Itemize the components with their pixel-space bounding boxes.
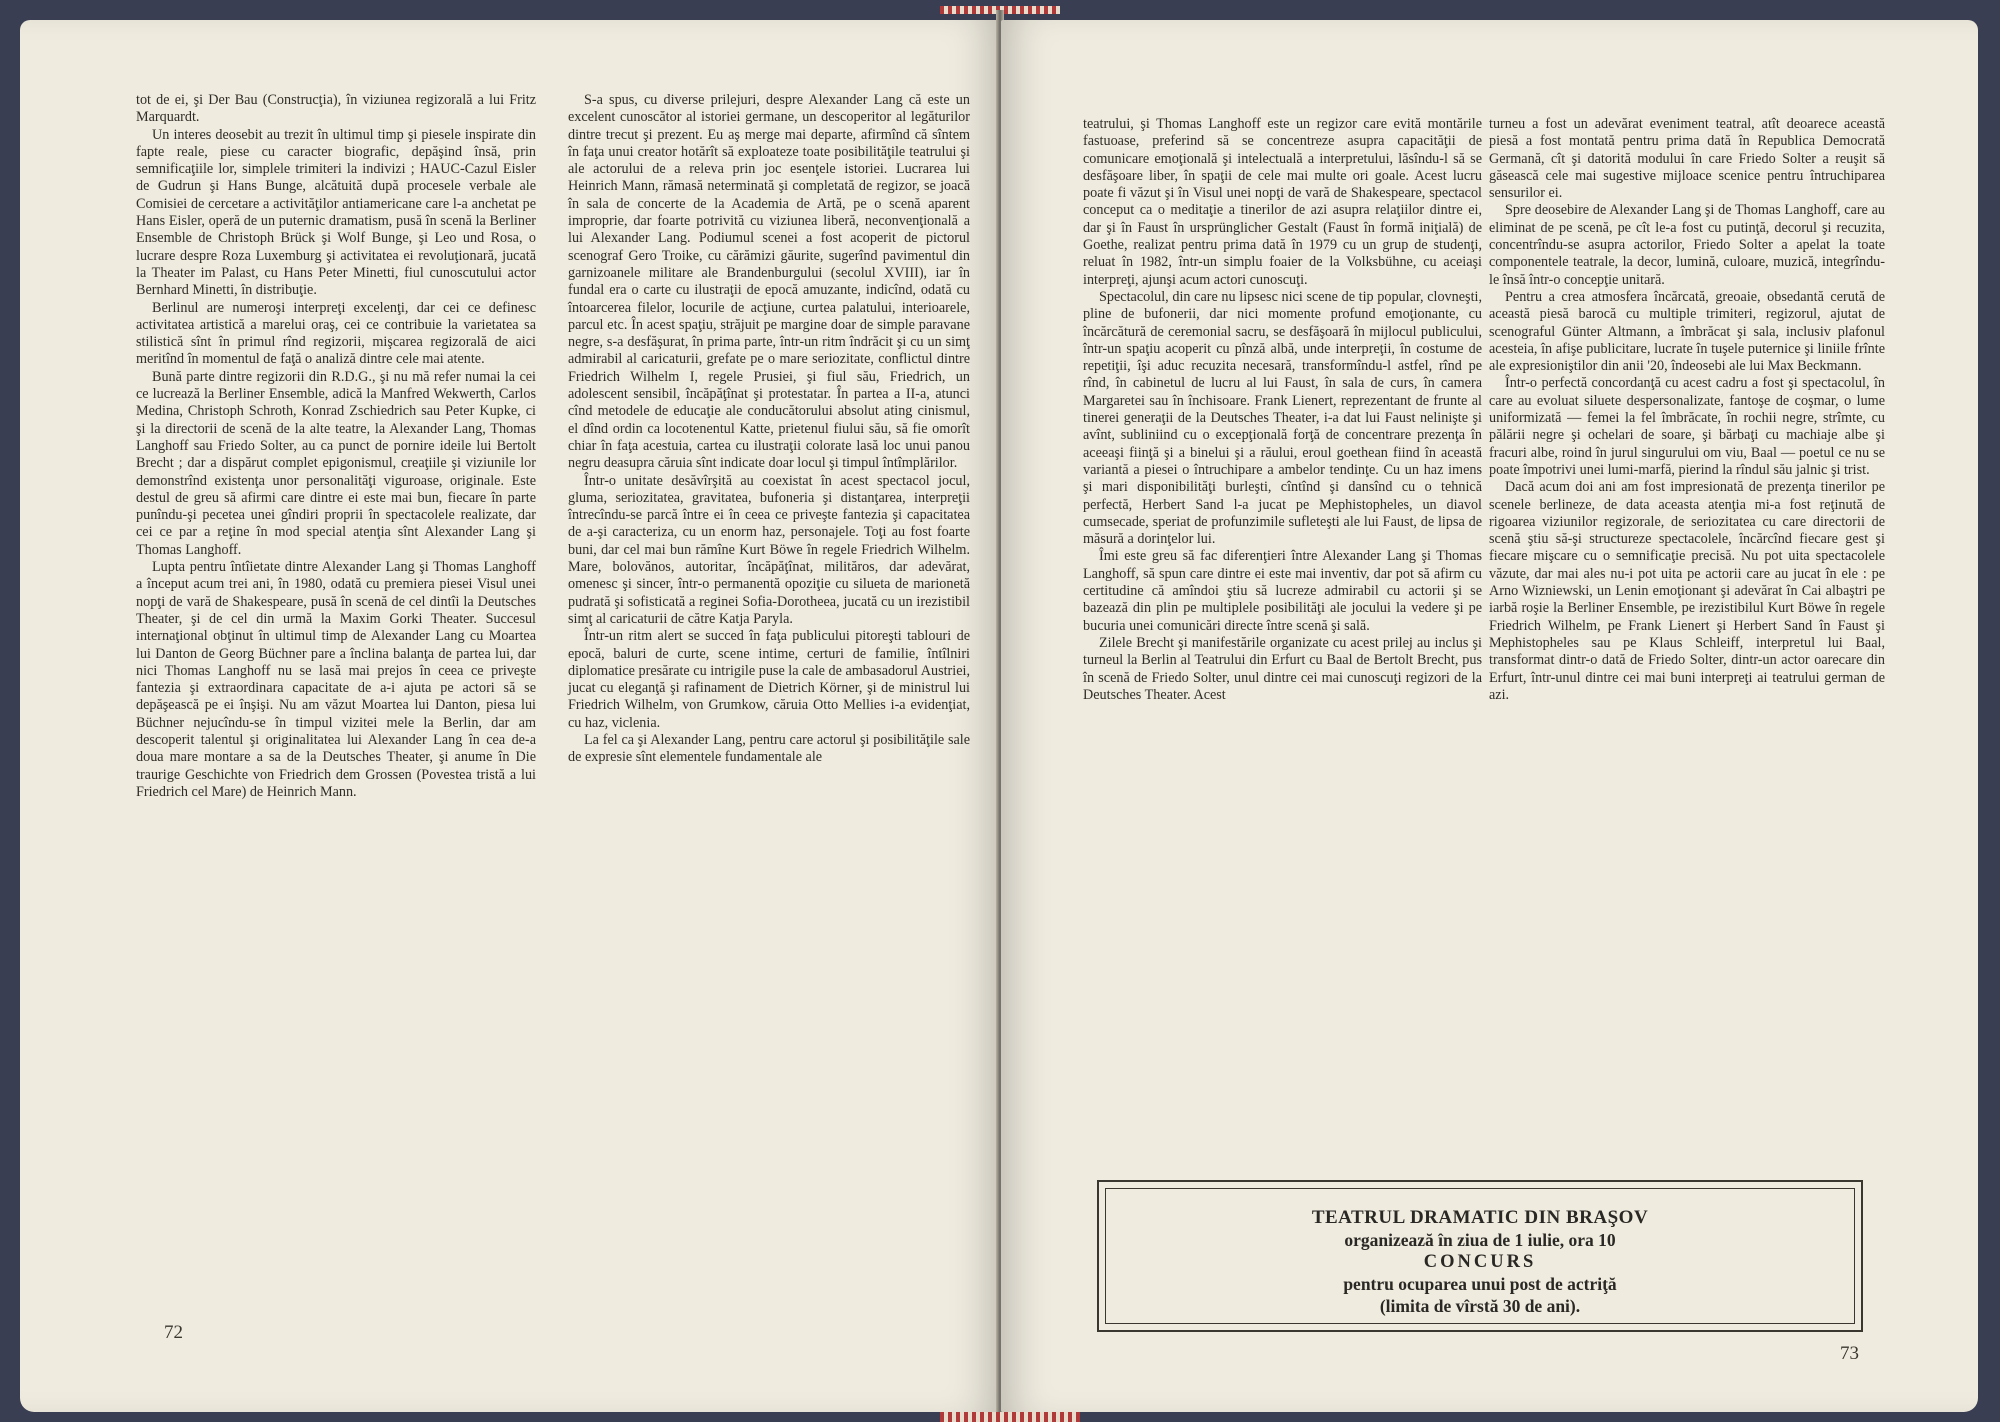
paragraph: La fel ca şi Alexander Lang, pentru care actorul şi posibilităţile sale de expresie sînt elementele fundamentale ale [568, 731, 970, 766]
paragraph: Lupta pentru întîietate dintre Alexander Lang şi Thomas Langhoff a început acum trei ani, în 1980, odată cu premiera piesei Visul unei nopţi de vară de Shakespeare, pusă în scenă de cel dintîi la Deutsches Theater, şi de cel din urmă la Maxim Gorki Theater. Succesul internaţional obţinut în ultimul timp de Alexander Lang cu Moartea lui Danton de Georg Büchner pare a înclina balanţa de partea lui, dar nici Thomas Langhoff nu se lasă mai prejos în ceea ce priveşte fantezia şi extraordinara capacitate de a-i ajuta pe actori să se depăşească pe ei înşişi. Nu am văzut Moartea lui Danton, piesa lui Büchner nejucîndu-se în timpul vizitei mele la Berlin, dar am descoperit talentul şi originalitatea lui Alexander Lang în cea de-a doua mare montare a sa de la Deutsches Theater, şi anume în Die traurige Geschichte von Friedrich dem Grossen (Povestea tristă a lui Friedrich cel Mare) de Heinrich Mann. [136, 559, 536, 800]
paragraph: teatrului, şi Thomas Langhoff este un regizor care evită montările fastuoase, preferind să se concentreze asupra capacităţii de comunicare emoţională şi intelectuală a interpretului, lăsîndu-l să se desfăşoare liber, în spaţii de cele mai multe ori goale. Acest lucru poate fi văzut şi în Visul unei nopţi de vară de Shakespeare, spectacol conceput ca o meditaţie a tinerilor de azi asupra relaţiilor dintre ei, dar şi în Faust în ursprünglicher Gestalt (Faust în formă iniţială) de Goethe, realizat pentru prima dată în 1979 cu un grup de studenţi, reluat în 1982, într-un simplu foaier de la Volksbühne, cu aceiaşi interpreţi, ajunşi acum actori cunoscuţi. [1083, 116, 1482, 288]
paragraph: tot de ei, şi Der Bau (Construcţia), în viziunea regizorală a lui Fritz Marquardt. [136, 92, 536, 126]
paragraph: Într-o unitate desăvîrşită au coexistat în acest spectacol jocul, gluma, seriozitatea, gravitatea, bufoneria şi distanţarea, interpreţii întrecîndu-se parcă între ei în ceea ce priveşte fantezia şi capacitatea de a-şi caracteriza, cu un enorm haz, personajele. Toţi au fost foarte buni, dar cel mai bun rămîne Kurt Böwe în regele Friedrich Wilhelm. Mare, bolovănos, autoritar, încăpăţînat, milităros, dar adevărat, omenesc şi sincer, într-o permanentă opoziţie cu silueta de marionetă pudrată şi sofisticată a reginei Sofia-Dorotheea, jucată cu un irezistibil simţ al caricaturii de către Katja Paryla. [568, 472, 970, 627]
left-page-column-2 [568, 92, 970, 1342]
notice-position-line: pentru ocuparea unui post de actriţă [1343, 1274, 1617, 1294]
page-number-left: 72 [164, 1322, 183, 1343]
right-page [1001, 20, 1978, 1412]
paragraph: S-a spus, cu diverse prilejuri, despre Alexander Lang că este un excelent cunoscător al istoriei germane, un descoperitor al legăturilor dintre trecut şi prezent. Eu aş merge mai departe, afirmînd că sîntem în faţa unui creator hotărît să exploateze toate posibilităţile teatrului şi ale actorului de a releva prin joc esenţele istoriei. Lucrarea lui Heinrich Mann, rămasă neterminată şi completată de regizor, se joacă în sala de concerte de la Academia de Artă, pe o scenă aparent improprie, dar foarte potrivită cu viziunea liberă, neconvenţională a lui Alexander Lang. Podiumul scenei a fost acoperit de pictorul scenograf Gero Troike, cu cărămizi găurite, sugerînd pavimentul din garnizoanele militare ale Brandenburgului (secolul XVIII), iar în fundal era o carte cu ilustraţii de epocă amuzante, indicînd, odată cu întoarcerea filelor, locurile de acţiune, curtea palatului, interioarele, parcul etc. În acest spaţiu, străjuit pe margine doar de simple paravane negre, s-a desfăşurat, în prima parte, într-un ritm îndrăcit şi cu un simţ admirabil al caricaturii, grefate pe o mare seriozitate, conflictul dintre Friedrich Wilhelm I, regele Prusiei, şi fiul său, Friedrich, un adolescent sensibil, încăpăţînat şi protestatar. În partea a II-a, atunci cînd metodele de educaţie ale conducătorului absolut ating cinismul, el dînd ordin ca locotenentul Katte, prietenul fiului său, să fie omorît chiar în faţa acestuia, cartea cu ilustraţii colorate lasă loc unui panou negru deasupra căruia sînt indicate doar locul şi timpul întîmplărilor. [568, 92, 970, 472]
binding-thread-bottom [940, 1412, 1080, 1422]
paragraph: Într-un ritm alert se succed în faţa publicului pitoreşti tablouri de epocă, baluri de curte, scene intime, certuri de familie, întîlniri diplomatice presărate cu intrigile puse la cale de ambasadorul Austriei, jucat cu eleganţă şi rafinament de Dietrich Körner, şi de ministrul lui Friedrich Wilhelm, von Grumkow, căruia Otto Mellies i-a evidenţiat, cu haz, viclenia. [568, 628, 970, 731]
left-page-column-1 [136, 92, 536, 1342]
notice-inner-frame [1105, 1188, 1855, 1324]
competition-notice-box [1097, 1180, 1863, 1332]
paragraph: Pentru a crea atmosfera încărcată, greoaie, obsedantă cerută de această piesă barocă cu multiple trimiteri, regizorul, ajutat de scenograful Günter Altmann, a îmbrăcat şi sala, inclusiv plafonul acesteia, în afişe publicitare, lucrate în tuşele puternice şi liniile frînte ale expresioniştilor din anii '20, îndeosebi ale lui Max Beckmann. [1489, 288, 1885, 375]
paragraph: Într-o perfectă concordanţă cu acest cadru a fost şi spectacolul, în care au evoluat siluete despersonalizate, fantoşe de coşmar, o lume uniformizată — femei la fel îmbrăcate, în rochii negre, strîmte, cu pălării negre şi ochelari de soare, şi bărbaţi cu machiaje albe şi fracuri albe, roind în jurul singurului om viu, Baal — poetul ce nu se poate împotrivi unei lumi-marfă, pierind la rîndul său jalnic şi trist. [1489, 375, 1885, 478]
paragraph: Berlinul are numeroşi interpreţi excelenţi, dar cei ce definesc activitatea artistică a marelui oraş, cei ce contribuie la varietatea sa stilistică sînt în primul rînd regizorii, mişcarea regizorală de aici meritînd în momentul de faţă o analiză dintre cele mai atente. [136, 299, 536, 368]
paragraph: Dacă acum doi ani am fost impresionată de prezenţa tinerilor pe scenele berlineze, de data aceasta atenţia mi-a fost reţinută de rigoarea viziunilor regizorale, de seriozitatea cu care directorii de scenă ştiu să-şi structureze spectacolele, încărcînd fiecare gest şi fiecare mişcare cu o semnificaţie precisă. Nu pot uita spectacolele văzute, dar mai ales nu-i pot uita pe actorii care au jucat în ele : pe Arno Wizniewski, un Lenin emoţionant şi adevărat în Cai albaştri pe iarbă roşie la Berliner Ensemble, pe irezistibilul Kurt Böwe în regele Friedrich Wilhelm, pe Frank Lienert şi Herbert Sand în Faust şi Mephistopheles sau pe Klaus Schleiff, interpretul lui Baal, transformat dintr-o dată de Friedo Solter, dintr-un actor oarecare din Erfurt, într-unul dintre cei mai buni interpreţi ai teatrului german de azi. [1489, 479, 1885, 703]
paragraph: Bună parte dintre regizorii din R.D.G., şi nu mă refer numai la cei ce lucrează la Berliner Ensemble, adică la Manfred Wekwerth, Carlos Medina, Christoph Schroth, Konrad Zschiedrich sau Peter Kupke, ci şi la directorii de scenă de la alte teatre, la Alexander Lang, Thomas Langhoff sau Friedo Solter, au ca punct de pornire ideile lui Bertolt Brecht ; dar a dispărut complet epigonismul, creaţiile şi viziunile lor demonstrînd existenţa unor personalităţi viguroase, originale. Este destul de greu să afirmi care dintre ei este mai bun, fiecare în parte punîndu-şi pecetea unei gîndiri proprii în spectacolele realizate, dar cei ce par a reţine în mod special atenţia sînt Alexander Lang şi Thomas Langhoff. [136, 368, 536, 558]
paragraph: Spre deosebire de Alexander Lang şi de Thomas Langhoff, care au eliminat de pe scenă, pe cît le-a fost cu putinţă, decorul şi recuzita, concentrîndu-se asupra actorilor, Friedo Solter a apelat la toate componentele teatrale, la decor, lumină, culoare, muzică, integrîndu-le însă într-o concepţie unitară. [1489, 202, 1885, 288]
left-page [20, 20, 999, 1412]
right-page-column-2 [1489, 116, 1885, 1126]
paragraph: Spectacolul, din care nu lipsesc nici scene de tip popular, clovneşti, pline de bufonerii, dar nici momente profund emoţionante, cu încărcătură de ceremonial sacru, se desfăşoară în mijlocul publicului, într-un spaţiu acoperit cu pînză albă, unde interpreţii, în costume de repetiţii, îşi aduc recuzita necesară, transformîndu-l astfel, rînd pe rînd, în cabinetul de lucru al lui Faust, în sala de curs, în camera Margaretei sau în închisoare. Frank Lienert, reprezentant de frunte al tinerei generaţii de la Deutsches Theater, i-a dat lui Faust nelinişte şi avînt, subliniind cu o excepţională forţă de concentrare prezenţa în aceeaşi fiinţă şi a binelui şi a răului, eroul goethean fiind în această variantă a piesei o întruchipare a ambelor tendinţe. Cu un haz imens şi mari disponibilităţi burleşti, cîntînd şi dansînd cu o tehnică perfectă, Herbert Sand l-a jucat pe Mephistopheles, un diavol cumsecade, speriat de profunzimile sufleteşti ale lui Faust, de lipsa de măsură a dorinţelor lui. [1083, 288, 1482, 548]
notice-theatre-name: TEATRUL DRAMATIC DIN BRAŞOV [1311, 1207, 1649, 1228]
paragraph: Zilele Brecht şi manifestările organizate cu acest prilej au inclus şi turneul la Berlin al Teatrului din Erfurt cu Baal de Bertolt Brecht, pus în scenă de Friedo Solter, unul dintre cei mai cunoscuţi regizori de la Deutsches Theater. Acest [1083, 634, 1482, 703]
right-page-column-1 [1083, 116, 1482, 1126]
paragraph: turneu a fost un adevărat eveniment teatral, atît deoarece această piesă a fost montată pentru prima dată în Republica Democrată Germană, cît şi datorită modului în care Friedo Solter a reuşit să găsească cele mai sugestive mijloace scenice pentru întruchiparea sensurilor ei. [1489, 116, 1885, 202]
notice-age-limit-line: (limita de vîrstă 30 de ani). [1379, 1296, 1581, 1316]
notice-date-line: organizează în ziua de 1 iulie, ora 10 [1344, 1230, 1616, 1250]
paragraph: Îmi este greu să fac diferenţieri între Alexander Lang şi Thomas Langhoff, să spun care dintre ei este mai inventiv, dar pot să afirm cu certitudine că amîndoi ştiu să lucreze admirabil cu actorii şi se bazează din plin pe multiplele posibilităţi ale jocului la vedere şi pe bucuria unei comunicări directe între scenă şi sală. [1083, 548, 1482, 634]
page-number-right: 73 [1840, 1343, 1859, 1364]
paragraph: Un interes deosebit au trezit în ultimul timp şi piesele inspirate din fapte reale, piese cu caracter biografic, depăşind însă, prin semnificaţiile lor, simplele trimiteri la indivizi ; HAUC-Cazul Eisler de Gudrun şi Hans Bunge, alcătuită după procesele verbale ale Comisiei de cercetare a activităţilor antiamericane care l-a anchetat pe Hans Eisler, operă de un puternic dramatism, pusă în scenă la Berliner Ensemble de Christoph Brück şi Wolf Bunge, şi Leo und Rosa, o lucrare despre Roza Luxemburg şi activitatea ei revoluţionară, jucată la Theater im Palast, cu Hans Peter Minetti, fiul cunoscutului actor Bernhard Minetti, în distribuţie. [136, 126, 536, 299]
notice-heading: CONCURS [1423, 1252, 1537, 1272]
